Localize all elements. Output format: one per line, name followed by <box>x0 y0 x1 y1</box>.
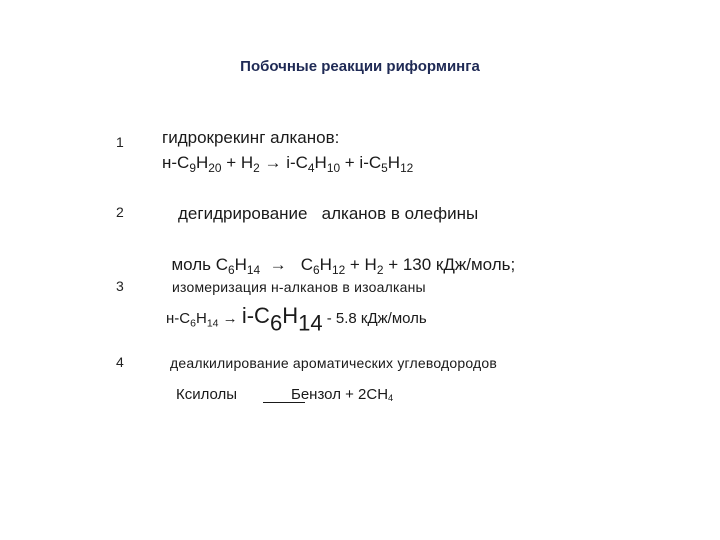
reaction-equation-1: $н-C_9H_{20} + H_2 \to i-C_4H_{10} + i-C_5H_{12}$ <box>162 153 414 176</box>
item-number-2: 2 <box>116 204 124 220</box>
reaction-label-2: дегидрирование алканов в олефины <box>178 204 479 223</box>
reaction-arrow: → <box>260 255 301 274</box>
reaction-label-4: деалкилирование ароматических углеводородов <box>170 355 498 371</box>
item-number-1: 1 <box>116 134 124 150</box>
reaction-reactant-4: Ксилолы <box>176 386 238 403</box>
reaction-label-1: гидрокрекинг алканов: <box>162 128 340 147</box>
reaction-arrow: → <box>218 310 242 327</box>
item-number-4: 4 <box>116 354 124 370</box>
reaction-equation-3: $н-C_6H_{14} \to i-C_6H_{14} - 5.8$ кДж/моль <box>166 303 427 336</box>
slide-title: Побочные реакции риформинга <box>240 58 480 75</box>
reaction-label-3: изомеризация н-алканов в изоалканы <box>172 279 426 295</box>
reaction-equation-2: моль $C_6H_{14} \to C_6H_{12} + H_2 + 130$ кДж/моль; <box>171 255 516 278</box>
reaction-arrow: → <box>259 153 287 172</box>
item-number-3: 3 <box>116 278 124 294</box>
reaction-product-4: Бензол + $2CH_4$ <box>291 386 394 403</box>
